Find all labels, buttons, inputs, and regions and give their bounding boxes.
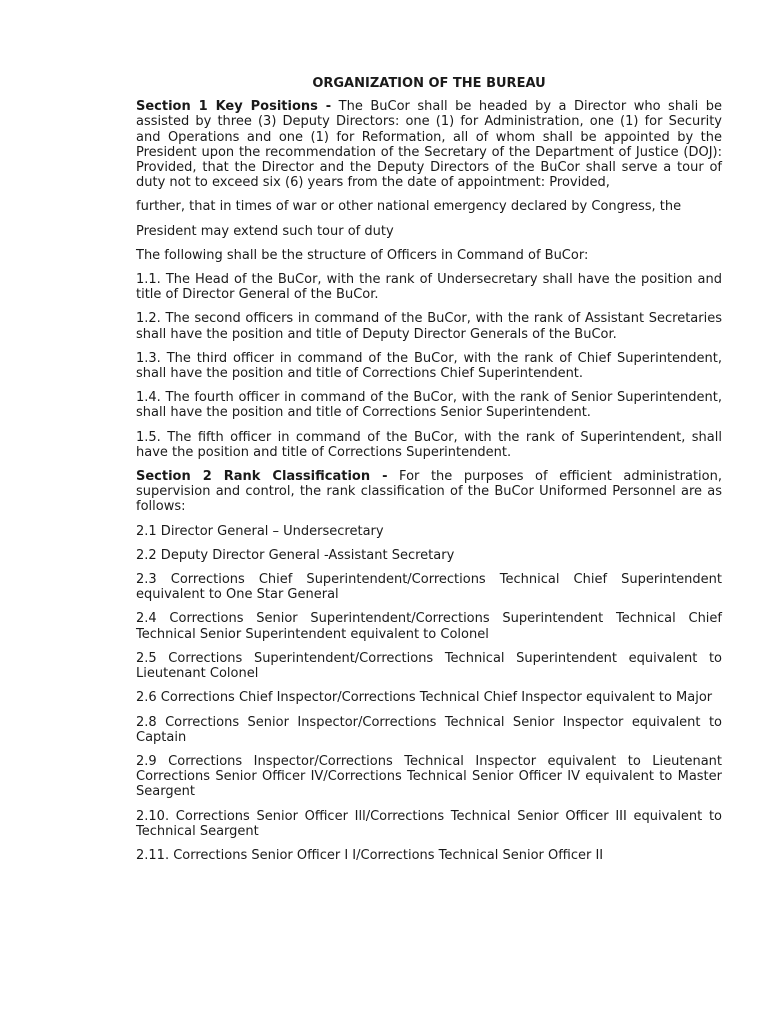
rank-item: 2.5 Corrections Superintendent/Corrections Technical Superintendent equivalent to Lieutenant Colonel [136, 650, 722, 682]
structure-item: 1.3. The third officer in command of the BuCor, with the rank of Chief Superintendent, shall have the position and title of Corrections Chief Superintendent. [136, 350, 722, 382]
structure-item: 1.2. The second officers in command of the BuCor, with the rank of Assistant Secretaries shall have the position and title of Deputy Director Generals of the BuCor. [136, 311, 722, 342]
rank-item: 2.10. Corrections Senior Officer Ill/Corrections Technical Senior Officer III equivalent to Technical Seargent [136, 808, 722, 839]
rank-item: 2.11. Corrections Senior Officer I I/Corrections Technical Senior Officer II [136, 847, 604, 863]
paragraph-president: President may extend such tour of duty [136, 223, 394, 239]
structure-item: 1.5. The fifth officer in command of the BuCor, with the rank of Superintendent, shall have the position and title of Corrections Superintendent. [136, 429, 722, 460]
section-1-text: The BuCor shall be headed by a Director who shali be assisted by three (3) Deputy Directors: one (1) for Administration, one (1) for Security and Operations and one (1) for Reformation, all of whom shall be appointed by the President upon the recommendation of the Secretary of the Department of Justice (DOJ): Provided, that the Director and the Deputy Directors of the BuCor shall serve a tour of duty not to exceed six (6) years from the date of appointment: Provided, [136, 99, 722, 191]
section-1-heading: Section 1 Key Positions - [136, 99, 332, 115]
rank-item: 2.8 Corrections Senior Inspector/Corrections Technical Senior Inspector equivalent to Captain [136, 714, 722, 745]
rank-item: 2.2 Deputy Director General -Assistant Secretary [136, 547, 455, 563]
section-2-heading: Section 2 Rank Classification - [136, 469, 388, 485]
rank-item: 2.1 Director General – Undersecretary [136, 523, 384, 539]
document-title: ORGANIZATION OF THE BUREAU [312, 76, 546, 91]
section-1-paragraph [136, 99, 722, 190]
structure-item: 1.4. The fourth officer in command of the BuCor, with the rank of Senior Superintendent, shall have the position and title of Corrections Senior Superintendent. [136, 390, 722, 421]
rank-item: 2.9 Corrections Inspector/Corrections Technical Inspector equivalent to Lieutenant Corrections Senior Officer IV/Corrections Technical Senior Officer IV equivalent to Master Seargent [136, 753, 722, 800]
paragraph-structure-intro: The following shall be the structure of Officers in Command of BuCor: [136, 247, 589, 263]
structure-item: 1.1. The Head of the BuCor, with the rank of Undersecretary shall have the position and title of Director General of the BuCor. [136, 272, 722, 303]
paragraph-further: further, that in times of war or other national emergency declared by Congress, the [136, 199, 682, 215]
rank-item: 2.6 Corrections Chief Inspector/Corrections Technical Chief Inspector equivalent to Major [136, 690, 713, 706]
section-2-paragraph [136, 469, 722, 515]
section-2-text: For the purposes of efficient administration, supervision and control, the rank classification of the BuCor Uniformed Personnel are as follows: [136, 469, 722, 515]
document-body [136, 76, 722, 872]
rank-item: 2.3 Corrections Chief Superintendent/Corrections Technical Chief Superintendent equivalent to One Star General [136, 572, 722, 603]
rank-item: 2.4 Corrections Senior Superintendent/Corrections Superintendent Technical Chief Technical Senior Superintendent equivalent to Colonel [136, 611, 722, 642]
